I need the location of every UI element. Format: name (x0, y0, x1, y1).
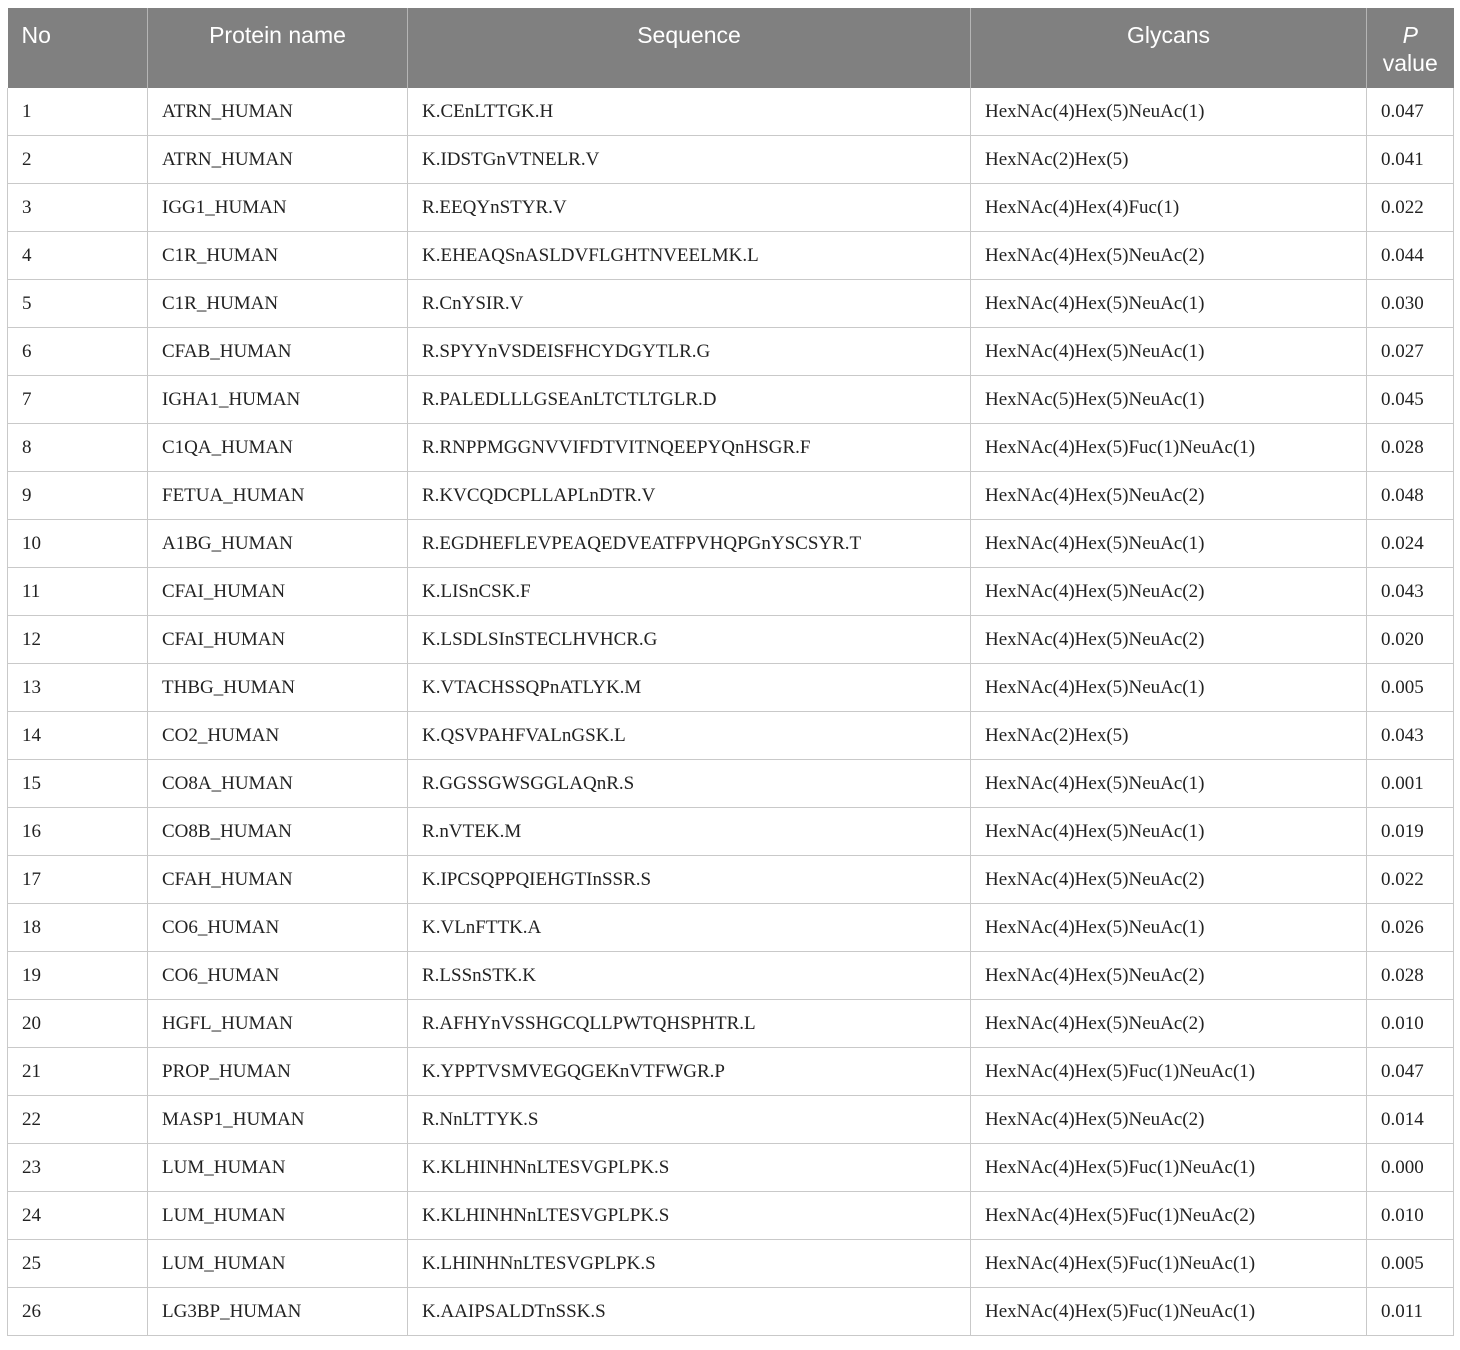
table-row (8, 1096, 1454, 1144)
cell-no: 25 (8, 1240, 148, 1288)
cell-sequence: K.KLHINHNnLTESVGPLPK.S (408, 1144, 971, 1192)
cell-no: 19 (8, 952, 148, 1000)
cell-glycan: HexNAc(4)Hex(5)NeuAc(1) (971, 760, 1367, 808)
cell-p-value: 0.047 (1367, 1048, 1454, 1096)
cell-sequence: R.nVTEK.M (408, 808, 971, 856)
cell-no: 21 (8, 1048, 148, 1096)
cell-protein-name: ATRN_HUMAN (148, 88, 408, 136)
cell-no: 15 (8, 760, 148, 808)
cell-sequence: K.QSVPAHFVALnGSK.L (408, 712, 971, 760)
table-row (8, 1288, 1454, 1336)
cell-p-value: 0.001 (1367, 760, 1454, 808)
cell-p-value: 0.030 (1367, 280, 1454, 328)
table-row (8, 520, 1454, 568)
cell-p-value: 0.043 (1367, 568, 1454, 616)
cell-sequence: R.SPYYnVSDEISFHCYDGYTLR.G (408, 328, 971, 376)
cell-glycan: HexNAc(5)Hex(5)NeuAc(1) (971, 376, 1367, 424)
cell-protein-name: LUM_HUMAN (148, 1192, 408, 1240)
cell-sequence: K.LHINHNnLTESVGPLPK.S (408, 1240, 971, 1288)
cell-no: 1 (8, 88, 148, 136)
cell-p-value: 0.005 (1367, 1240, 1454, 1288)
cell-glycan: HexNAc(4)Hex(5)Fuc(1)NeuAc(1) (971, 1144, 1367, 1192)
cell-sequence: K.IPCSQPPQIEHGTInSSR.S (408, 856, 971, 904)
cell-no: 12 (8, 616, 148, 664)
cell-sequence: R.EEQYnSTYR.V (408, 184, 971, 232)
cell-glycan: HexNAc(4)Hex(5)NeuAc(2) (971, 856, 1367, 904)
cell-protein-name: THBG_HUMAN (148, 664, 408, 712)
cell-protein-name: CFAI_HUMAN (148, 568, 408, 616)
cell-sequence: K.IDSTGnVTNELR.V (408, 136, 971, 184)
table-row (8, 1000, 1454, 1048)
cell-sequence: K.CEnLTTGK.H (408, 88, 971, 136)
table-row (8, 328, 1454, 376)
cell-no: 10 (8, 520, 148, 568)
cell-glycan: HexNAc(4)Hex(5)NeuAc(2) (971, 616, 1367, 664)
table-row (8, 280, 1454, 328)
cell-protein-name: PROP_HUMAN (148, 1048, 408, 1096)
cell-glycan: HexNAc(4)Hex(5)NeuAc(2) (971, 1096, 1367, 1144)
cell-sequence: R.RNPPMGGNVVIFDTVITNQEEPYQnHSGR.F (408, 424, 971, 472)
cell-glycan: HexNAc(4)Hex(5)Fuc(1)NeuAc(1) (971, 1288, 1367, 1336)
cell-sequence: K.VLnFTTK.A (408, 904, 971, 952)
table-header (8, 8, 1454, 88)
cell-glycan: HexNAc(4)Hex(5)NeuAc(1) (971, 808, 1367, 856)
cell-protein-name: C1QA_HUMAN (148, 424, 408, 472)
cell-p-value: 0.047 (1367, 88, 1454, 136)
cell-glycan: HexNAc(4)Hex(5)NeuAc(2) (971, 952, 1367, 1000)
table-row (8, 472, 1454, 520)
cell-sequence: R.AFHYnVSSHGCQLLPWTQHSPHTR.L (408, 1000, 971, 1048)
cell-protein-name: FETUA_HUMAN (148, 472, 408, 520)
cell-glycan: HexNAc(4)Hex(5)Fuc(1)NeuAc(1) (971, 1240, 1367, 1288)
cell-protein-name: CO8B_HUMAN (148, 808, 408, 856)
table-row (8, 904, 1454, 952)
cell-p-value: 0.010 (1367, 1192, 1454, 1240)
table-row (8, 760, 1454, 808)
table-row (8, 952, 1454, 1000)
cell-no: 22 (8, 1096, 148, 1144)
cell-p-value: 0.048 (1367, 472, 1454, 520)
glycopeptide-table (7, 8, 1454, 1336)
cell-sequence: R.NnLTTYK.S (408, 1096, 971, 1144)
header-no: No (8, 8, 148, 88)
cell-glycan: HexNAc(4)Hex(5)NeuAc(1) (971, 520, 1367, 568)
cell-p-value: 0.022 (1367, 856, 1454, 904)
cell-p-value: 0.044 (1367, 232, 1454, 280)
cell-sequence: K.LISnCSK.F (408, 568, 971, 616)
cell-p-value: 0.043 (1367, 712, 1454, 760)
cell-no: 11 (8, 568, 148, 616)
cell-protein-name: ATRN_HUMAN (148, 136, 408, 184)
cell-glycan: HexNAc(4)Hex(5)Fuc(1)NeuAc(2) (971, 1192, 1367, 1240)
cell-no: 7 (8, 376, 148, 424)
cell-sequence: R.EGDHEFLEVPEAQEDVEATFPVHQPGnYSCSYR.T (408, 520, 971, 568)
cell-glycan: HexNAc(4)Hex(5)Fuc(1)NeuAc(1) (971, 1048, 1367, 1096)
table-row (8, 1048, 1454, 1096)
table-row (8, 136, 1454, 184)
cell-glycan: HexNAc(4)Hex(5)NeuAc(1) (971, 280, 1367, 328)
header-p-italic: P (1402, 22, 1418, 48)
cell-protein-name: MASP1_HUMAN (148, 1096, 408, 1144)
cell-p-value: 0.010 (1367, 1000, 1454, 1048)
cell-sequence: R.GGSSGWSGGLAQnR.S (408, 760, 971, 808)
cell-glycan: HexNAc(4)Hex(5)NeuAc(1) (971, 328, 1367, 376)
cell-no: 3 (8, 184, 148, 232)
cell-p-value: 0.041 (1367, 136, 1454, 184)
cell-glycan: HexNAc(4)Hex(5)NeuAc(2) (971, 1000, 1367, 1048)
table-row (8, 232, 1454, 280)
cell-no: 5 (8, 280, 148, 328)
cell-glycan: HexNAc(2)Hex(5) (971, 136, 1367, 184)
cell-p-value: 0.000 (1367, 1144, 1454, 1192)
cell-p-value: 0.028 (1367, 424, 1454, 472)
cell-p-value: 0.024 (1367, 520, 1454, 568)
cell-protein-name: CFAB_HUMAN (148, 328, 408, 376)
cell-protein-name: CFAH_HUMAN (148, 856, 408, 904)
table-row (8, 856, 1454, 904)
cell-sequence: R.LSSnSTK.K (408, 952, 971, 1000)
table-row (8, 184, 1454, 232)
cell-protein-name: CO8A_HUMAN (148, 760, 408, 808)
cell-protein-name: LG3BP_HUMAN (148, 1288, 408, 1336)
cell-glycan: HexNAc(2)Hex(5) (971, 712, 1367, 760)
cell-no: 16 (8, 808, 148, 856)
cell-sequence: K.VTACHSSQPnATLYK.M (408, 664, 971, 712)
table-body (8, 88, 1454, 1336)
table-row (8, 424, 1454, 472)
cell-no: 4 (8, 232, 148, 280)
table-row (8, 1144, 1454, 1192)
cell-glycan: HexNAc(4)Hex(5)NeuAc(1) (971, 88, 1367, 136)
cell-sequence: K.EHEAQSnASLDVFLGHTNVEELMK.L (408, 232, 971, 280)
cell-no: 14 (8, 712, 148, 760)
cell-sequence: K.KLHINHNnLTESVGPLPK.S (408, 1192, 971, 1240)
table-row (8, 376, 1454, 424)
cell-sequence: R.PALEDLLLGSEAnLTCTLTGLR.D (408, 376, 971, 424)
table-row (8, 88, 1454, 136)
table-row (8, 1192, 1454, 1240)
cell-protein-name: CO2_HUMAN (148, 712, 408, 760)
cell-protein-name: LUM_HUMAN (148, 1240, 408, 1288)
cell-p-value: 0.014 (1367, 1096, 1454, 1144)
cell-no: 8 (8, 424, 148, 472)
cell-sequence: K.AAIPSALDTnSSK.S (408, 1288, 971, 1336)
cell-sequence: R.KVCQDCPLLAPLnDTR.V (408, 472, 971, 520)
cell-p-value: 0.020 (1367, 616, 1454, 664)
header-glycans: Glycans (971, 8, 1367, 88)
cell-no: 18 (8, 904, 148, 952)
cell-no: 13 (8, 664, 148, 712)
header-value-word: value (1382, 50, 1438, 76)
cell-protein-name: C1R_HUMAN (148, 280, 408, 328)
cell-no: 9 (8, 472, 148, 520)
cell-no: 23 (8, 1144, 148, 1192)
cell-no: 6 (8, 328, 148, 376)
cell-no: 26 (8, 1288, 148, 1336)
header-protein-name: Protein name (148, 8, 408, 88)
cell-protein-name: CO6_HUMAN (148, 952, 408, 1000)
table-row (8, 616, 1454, 664)
cell-protein-name: IGHA1_HUMAN (148, 376, 408, 424)
cell-glycan: HexNAc(4)Hex(5)NeuAc(2) (971, 232, 1367, 280)
cell-p-value: 0.026 (1367, 904, 1454, 952)
cell-p-value: 0.027 (1367, 328, 1454, 376)
cell-protein-name: CFAI_HUMAN (148, 616, 408, 664)
cell-protein-name: C1R_HUMAN (148, 232, 408, 280)
cell-p-value: 0.019 (1367, 808, 1454, 856)
cell-sequence: K.YPPTVSMVEGQGEKnVTFWGR.P (408, 1048, 971, 1096)
header-row (8, 8, 1454, 88)
cell-protein-name: A1BG_HUMAN (148, 520, 408, 568)
cell-no: 24 (8, 1192, 148, 1240)
cell-protein-name: IGG1_HUMAN (148, 184, 408, 232)
cell-glycan: HexNAc(4)Hex(4)Fuc(1) (971, 184, 1367, 232)
cell-protein-name: CO6_HUMAN (148, 904, 408, 952)
table-row (8, 1240, 1454, 1288)
cell-glycan: HexNAc(4)Hex(5)NeuAc(2) (971, 568, 1367, 616)
table-row (8, 664, 1454, 712)
cell-sequence: R.CnYSIR.V (408, 280, 971, 328)
table-row (8, 568, 1454, 616)
cell-p-value: 0.028 (1367, 952, 1454, 1000)
cell-p-value: 0.011 (1367, 1288, 1454, 1336)
cell-sequence: K.LSDLSInSTECLHVHCR.G (408, 616, 971, 664)
cell-glycan: HexNAc(4)Hex(5)NeuAc(2) (971, 472, 1367, 520)
cell-p-value: 0.022 (1367, 184, 1454, 232)
cell-no: 2 (8, 136, 148, 184)
cell-glycan: HexNAc(4)Hex(5)NeuAc(1) (971, 904, 1367, 952)
table-row (8, 808, 1454, 856)
cell-protein-name: LUM_HUMAN (148, 1144, 408, 1192)
cell-protein-name: HGFL_HUMAN (148, 1000, 408, 1048)
cell-glycan: HexNAc(4)Hex(5)NeuAc(1) (971, 664, 1367, 712)
header-p-value (1367, 8, 1454, 88)
cell-glycan: HexNAc(4)Hex(5)Fuc(1)NeuAc(1) (971, 424, 1367, 472)
cell-no: 17 (8, 856, 148, 904)
table-row (8, 712, 1454, 760)
cell-p-value: 0.005 (1367, 664, 1454, 712)
cell-p-value: 0.045 (1367, 376, 1454, 424)
header-sequence: Sequence (408, 8, 971, 88)
cell-no: 20 (8, 1000, 148, 1048)
